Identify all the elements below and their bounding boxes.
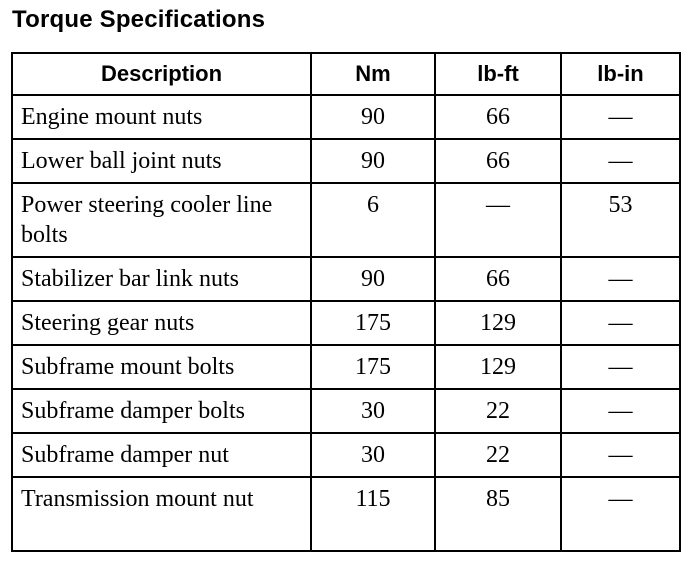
table-row [12,95,680,139]
description-cell: Subframe damper nut [12,433,311,477]
column-header-description: Description [12,53,311,95]
description-cell: Stabilizer bar link nuts [12,257,311,301]
lbin-cell: — [561,301,680,345]
description-cell: Power steering cooler line bolts [12,183,311,257]
nm-cell: 115 [311,477,435,551]
table-row [12,257,680,301]
nm-cell: 30 [311,433,435,477]
column-header-lbft: lb-ft [435,53,561,95]
column-header-nm: Nm [311,53,435,95]
lbft-cell: 85 [435,477,561,551]
description-cell: Subframe mount bolts [12,345,311,389]
table-row [12,301,680,345]
lbft-cell: 129 [435,301,561,345]
description-cell: Transmission mount nut [12,477,311,551]
description-cell: Subframe damper bolts [12,389,311,433]
description-cell: Lower ball joint nuts [12,139,311,183]
description-cell: Engine mount nuts [12,95,311,139]
lbft-cell: 22 [435,389,561,433]
lbin-cell: — [561,433,680,477]
page-title: Torque Specifications [12,6,266,33]
lbin-cell: 53 [561,183,680,257]
lbft-cell: — [435,183,561,257]
lbin-cell: — [561,345,680,389]
lbft-cell: 129 [435,345,561,389]
table-row [12,183,680,257]
table-row [12,345,680,389]
nm-cell: 175 [311,345,435,389]
lbin-cell: — [561,139,680,183]
lbin-cell: — [561,95,680,139]
lbin-cell: — [561,389,680,433]
lbft-cell: 66 [435,95,561,139]
nm-cell: 90 [311,139,435,183]
table-row [12,389,680,433]
lbin-cell: — [561,477,680,551]
lbin-cell: — [561,257,680,301]
nm-cell: 30 [311,389,435,433]
table-row [12,477,680,551]
nm-cell: 175 [311,301,435,345]
table-header-row [12,53,680,95]
description-cell: Steering gear nuts [12,301,311,345]
table-row [12,433,680,477]
lbft-cell: 66 [435,257,561,301]
nm-cell: 90 [311,257,435,301]
table-row [12,139,680,183]
lbft-cell: 66 [435,139,561,183]
torque-spec-table [11,52,681,552]
column-header-lbin: lb-in [561,53,680,95]
lbft-cell: 22 [435,433,561,477]
nm-cell: 90 [311,95,435,139]
nm-cell: 6 [311,183,435,257]
